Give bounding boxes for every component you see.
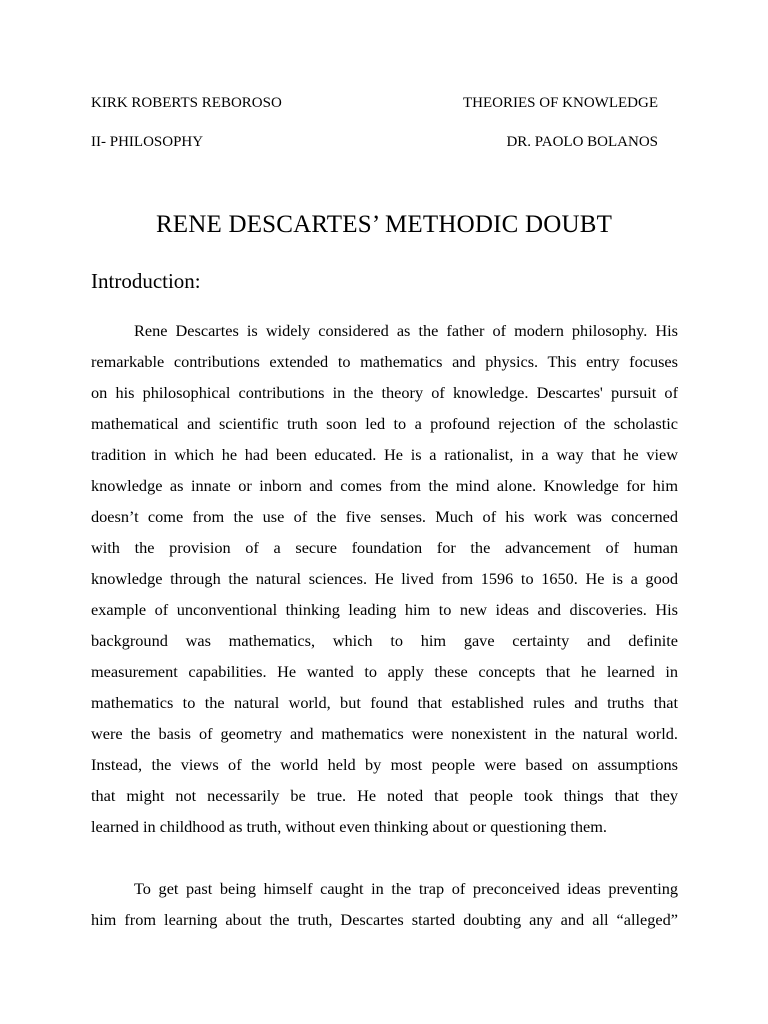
paragraph-line: him from learning about the truth, Descartes started doubting any and all “alleged”	[91, 910, 678, 929]
paragraph-line: measurement capabilities. He wanted to apply these concepts that he learned in	[91, 662, 678, 681]
document-title: RENE DESCARTES’ METHODIC DOUBT	[155, 211, 613, 238]
section-heading: Introduction:	[91, 269, 201, 293]
paragraph-line: that might not necessarily be true. He noted that people took things that they	[91, 786, 678, 805]
paragraph-line: Instead, the views of the world held by most people were based on assumptions	[91, 755, 678, 774]
paragraph-line: Rene Descartes is widely considered as the father of modern philosophy. His	[134, 321, 678, 340]
course-title: THEORIES OF KNOWLEDGE	[463, 95, 658, 111]
professor-name: DR. PAOLO BOLANOS	[506, 134, 658, 150]
paragraph-line: on his philosophical contributions in the theory of knowledge. Descartes' pursuit of	[91, 383, 678, 402]
paragraph-line: mathematical and scientific truth soon led to a profound rejection of the scholastic	[91, 414, 678, 433]
department: II- PHILOSOPHY	[91, 134, 204, 150]
paragraph-line: doesn’t come from the use of the five senses. Much of his work was concerned	[91, 507, 678, 526]
author-name: KIRK ROBERTS REBOROSO	[91, 95, 282, 111]
paragraph-line: To get past being himself caught in the trap of preconceived ideas preventing	[134, 879, 678, 898]
body-paragraph-1	[91, 315, 678, 842]
paragraph-line: mathematics to the natural world, but found that established rules and truths that	[91, 693, 678, 712]
paragraph-line: tradition in which he had been educated. He is a rationalist, in a way that he view	[91, 445, 678, 464]
paragraph-line: with the provision of a secure foundation for the advancement of human	[91, 538, 678, 557]
body-paragraph-2	[91, 873, 678, 935]
paragraph-line: example of unconventional thinking leading him to new ideas and discoveries. His	[91, 600, 678, 619]
paragraph-line: remarkable contributions extended to mathematics and physics. This entry focuses	[91, 352, 678, 371]
paragraph-line: background was mathematics, which to him gave certainty and definite	[91, 631, 678, 650]
paragraph-line: knowledge through the natural sciences. He lived from 1596 to 1650. He is a good	[91, 569, 678, 588]
paragraph-line: learned in childhood as truth, without even thinking about or questioning them.	[91, 817, 607, 836]
paragraph-line: were the basis of geometry and mathematics were nonexistent in the natural world.	[91, 724, 678, 743]
paragraph-line: knowledge as innate or inborn and comes from the mind alone. Knowledge for him	[91, 476, 678, 495]
